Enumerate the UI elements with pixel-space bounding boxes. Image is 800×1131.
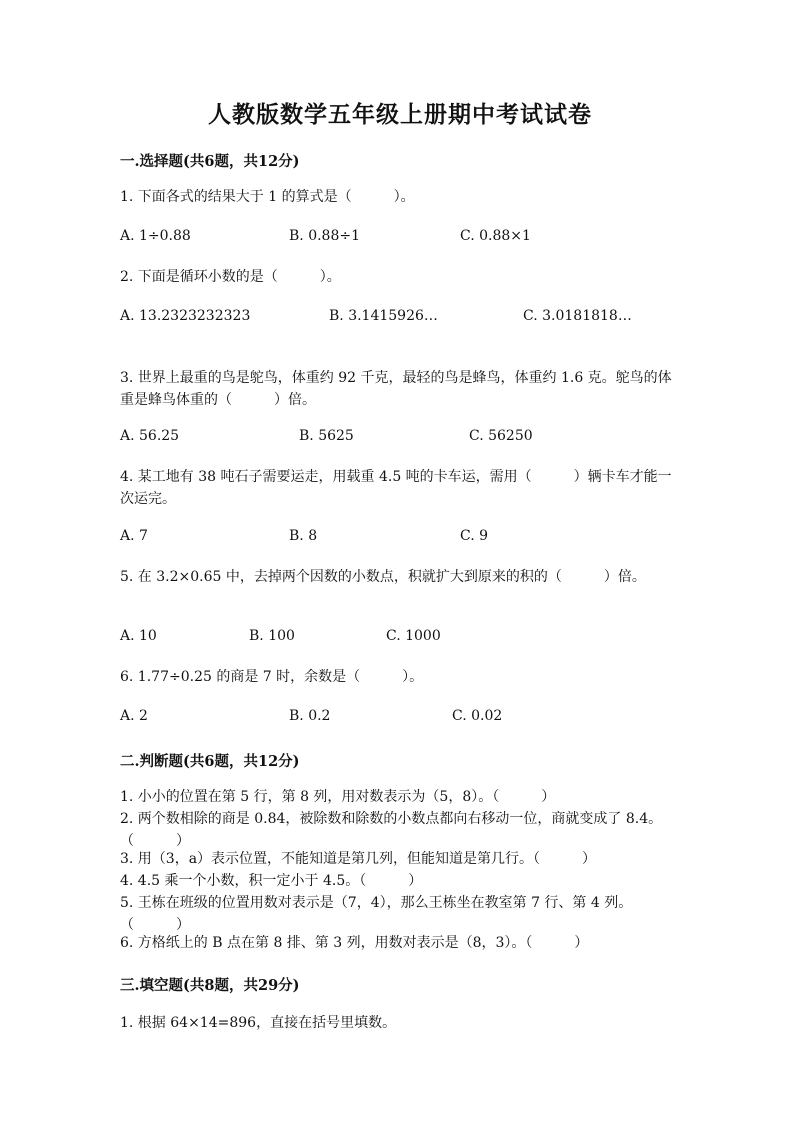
list-item: 6. 方格纸上的 B 点在第 8 排、第 3 列，用数对表示是（8，3）。（ ） — [120, 935, 589, 951]
question-text: 4. 某工地有 38 吨石子需要运走，用载重 4.5 吨的卡车运，需用（ ）辆卡车才能一次运完。 — [120, 469, 672, 507]
option-c: C. 3.0181818… — [523, 308, 632, 324]
question-text: 1. 下面各式的结果大于 1 的算式是（ ）。 — [120, 189, 415, 205]
question-text: 5. 在 3.2×0.65 中，去掉两个因数的小数点，积就扩大到原来的积的（ ）倍。 — [120, 569, 646, 585]
option-c: C. 1000 — [386, 628, 441, 644]
question-text: 3. 世界上最重的鸟是鸵鸟，体重约 92 千克，最轻的鸟是蜂鸟，体重约 1.6 克。鸵鸟的体重是蜂鸟体重的（ ）倍。 — [120, 370, 672, 408]
section-heading-choice: 一.选择题(共6题，共12分) — [120, 153, 300, 170]
list-item: 2. 两个数相除的商是 0.84，被除数和除数的小数点都向右移动一位，商就变成了 8.4。（ ） — [120, 811, 663, 849]
option-a: A. 10 — [120, 628, 157, 644]
list-item: 5. 王栋在班级的位置用数对表示是（7，4），那么王栋坐在教室第 7 行、第 4 列。（ ） — [120, 895, 633, 933]
option-c: C. 0.02 — [452, 708, 503, 724]
option-c: C. 0.88×1 — [460, 228, 531, 244]
option-b: B. 8 — [289, 528, 318, 544]
option-b: B. 100 — [249, 628, 295, 644]
option-a: A. 56.25 — [120, 428, 180, 444]
option-a: A. 2 — [120, 708, 148, 724]
option-a: A. 1÷0.88 — [120, 228, 191, 244]
list-item: 3. 用（3，a）表示位置，不能知道是第几列，但能知道是第几行。（ ） — [120, 851, 597, 867]
option-c: C. 56250 — [469, 428, 533, 444]
section-heading-fill-blank: 三.填空题(共8题，共29分) — [120, 977, 300, 994]
option-b: B. 5625 — [299, 428, 354, 444]
question-text: 6. 1.77÷0.25 的商是 7 时，余数是（ ）。 — [120, 669, 424, 685]
page-title: 人教版数学五年级上册期中考试试卷 — [208, 101, 592, 128]
option-b: B. 3.1415926… — [329, 308, 438, 324]
option-a: A. 7 — [120, 528, 148, 544]
section-heading-judgement: 二.判断题(共6题，共12分) — [120, 753, 300, 770]
option-a: A. 13.2323232323 — [120, 308, 251, 324]
option-b: B. 0.88÷1 — [289, 228, 360, 244]
list-item: 1. 小小的位置在第 5 行，第 8 列，用对数表示为（5，8）。（ ） — [120, 789, 556, 805]
option-c: C. 9 — [460, 528, 489, 544]
list-item: 4. 4.5 乘一个小数，积一定小于 4.5。（ ） — [120, 873, 423, 889]
question-text: 2. 下面是循环小数的是（ ）。 — [120, 269, 341, 285]
question-text: 1. 根据 64×14=896，直接在括号里填数。 — [120, 1015, 397, 1031]
option-b: B. 0.2 — [289, 708, 331, 724]
